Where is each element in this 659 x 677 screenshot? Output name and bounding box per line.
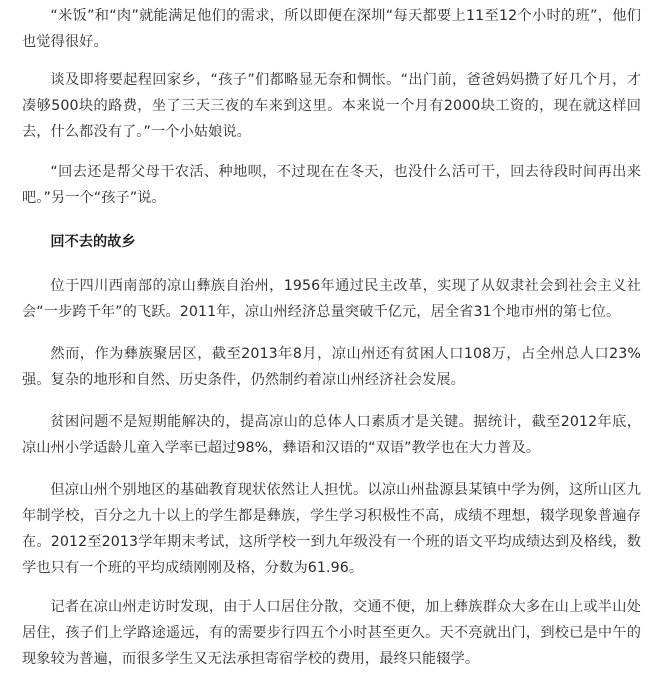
section-heading: 回不去的故乡: [50, 234, 136, 250]
article-paragraph: “回去还是帮父母干农活、种地呗，不过现在在冬天，也没什么活可干，回去待段时间再出来吧。”另一个“孩子”说。: [22, 164, 641, 206]
article-paragraph: 贫困问题不是短期能解决的，提高凉山的总体人口素质才是关键。据统计，截至2012年底，凉山州小学适龄儿童入学率已超过98%，彝语和汉语的“双语”教学也在大力普及。: [22, 414, 641, 456]
article-paragraph: 谈及即将要起程回家乡，“孩子”们都略显无奈和惆怅。“出门前，爸爸妈妈攒了好几个月，才凑够500块的路费，坐了三天三夜的车来到这里。本来说一个月有2000块工资的，现在就这样回去，什么都没有了。”一个小姑娘说。: [22, 72, 641, 140]
article-paragraph: “米饭”和“肉”就能满足他们的需求，所以即便在深圳“每天都要上11至12个小时的班”，他们也觉得很好。: [22, 8, 641, 50]
article-paragraph: 记者在凉山州走访时发现，由于人口居住分散，交通不便，加上彝族群众大多在山上或半山处居住，孩子们上学路途遥远，有的需要步行四五个小时甚至更久。天不亮就出门，到校已是中午的现象较为普遍，而很多学生又无法承担寄宿学校的费用，最终只能辍学。: [22, 599, 641, 667]
article-paragraph: 位于四川西南部的凉山彝族自治州，1956年通过民主改革，实现了从奴隶社会到社会主义社会“一步跨千年”的飞跃。2011年，凉山州经济总量突破千亿元，居全省31个地市州的第七位。: [22, 278, 641, 320]
article-paragraph: 但凉山州个别地区的基础教育现状依然让人担忧。以凉山州盐源县某镇中学为例，这所山区九年制学校，百分之九十以上的学生都是彝族，学生学习积极性不高，成绩不理想，辍学现象普遍存在。2012至2013学年期末考试，这所学校一到九年级没有一个班的语文平均成绩达到及格线，数学也只有一个班的平均成绩刚刚及格，分数为61.96。: [22, 482, 641, 576]
article-paragraph: 然而，作为彝族聚居区，截至2013年8月，凉山州还有贫困人口108万，占全州总人口23%强。复杂的地形和自然、历史条件，仍然制约着凉山州经济社会发展。: [22, 346, 641, 388]
